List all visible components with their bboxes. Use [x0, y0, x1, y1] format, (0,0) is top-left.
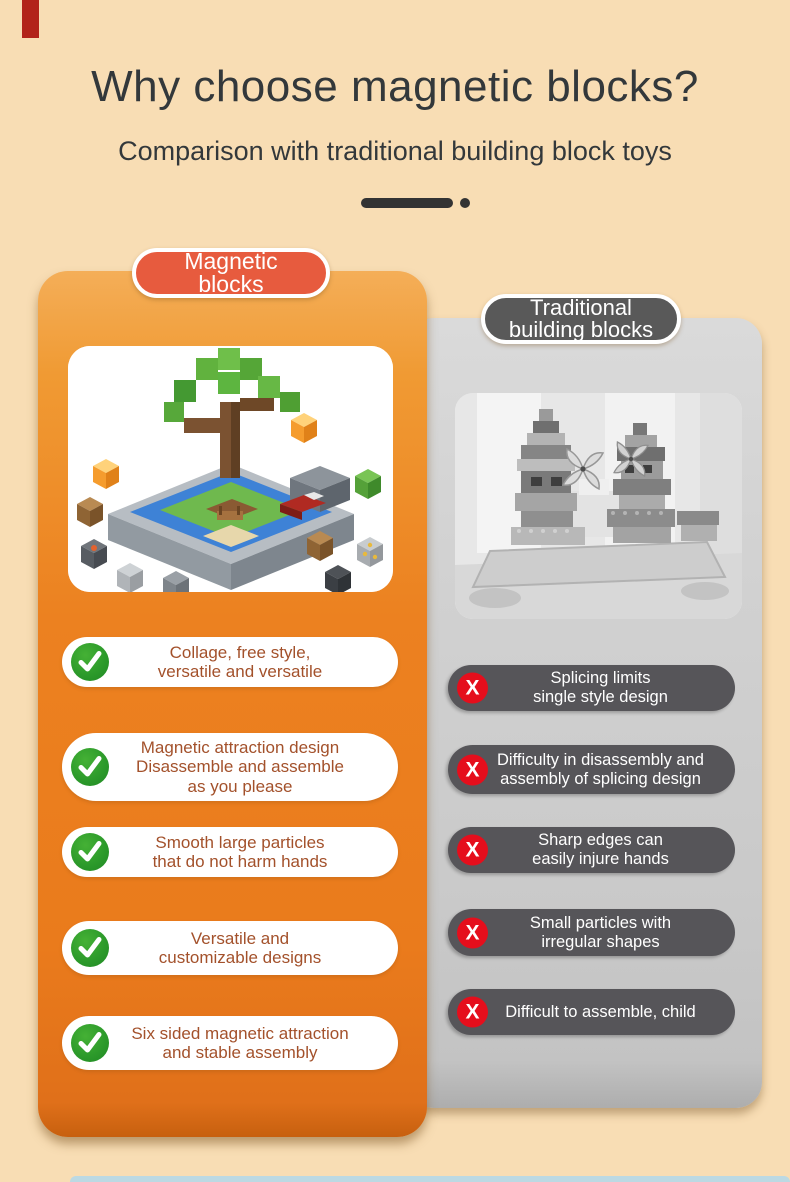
magnetic-blocks-badge	[132, 248, 330, 298]
x-icon: X	[457, 673, 488, 704]
drawback-pill	[448, 665, 735, 711]
traditional-blocks-card	[408, 318, 762, 1108]
drawback-text: Splicing limits single style design	[533, 669, 668, 706]
feature-text: Versatile and customizable designs	[158, 928, 322, 967]
feature-text: Magnetic attraction design Disassemble and assemble as you please	[136, 737, 344, 796]
corner-red-mark	[22, 0, 39, 38]
drawback-text: Small particles with irregular shapes	[529, 913, 672, 951]
magnetic-blocks-illustration	[68, 346, 393, 592]
feature-pill	[62, 1016, 398, 1070]
badge-line: building blocks	[508, 317, 654, 342]
traditional-blocks-photo	[455, 393, 742, 619]
check-icon	[71, 833, 109, 871]
x-icon: X	[457, 917, 488, 948]
divider-dot	[460, 198, 470, 208]
feature-pill	[62, 733, 398, 801]
drawback-pill	[448, 745, 735, 794]
magnetic-blocks-photo	[68, 346, 393, 592]
page-subtitle: Comparison with traditional building block toys	[118, 136, 672, 166]
feature-pill	[62, 637, 398, 687]
check-icon	[71, 1024, 109, 1062]
x-icon: X	[457, 754, 488, 785]
drawback-text: Difficult to assemble, child	[505, 1002, 696, 1021]
feature-text: Collage, free style, versatile and versatile	[157, 642, 323, 681]
magnetic-blocks-card	[38, 271, 427, 1137]
next-section-strip	[70, 1176, 790, 1182]
check-icon	[71, 643, 109, 681]
feature-pill	[62, 827, 398, 877]
drawback-text: Sharp edges can easily injure hands	[532, 831, 669, 868]
badge-line: blocks	[198, 271, 264, 297]
page-title: Why choose magnetic blocks?	[91, 62, 699, 111]
check-icon	[71, 929, 109, 967]
x-icon: X	[457, 997, 488, 1028]
drawback-pill	[448, 909, 735, 956]
drawback-text: Difficulty in disassembly and assembly of splicing design	[497, 750, 704, 788]
feature-text: Smooth large particles that do not harm hands	[152, 832, 328, 871]
feature-pill	[62, 921, 398, 975]
traditional-blocks-badge	[481, 294, 681, 344]
check-icon	[71, 748, 109, 786]
drawback-pill	[448, 827, 735, 873]
drawback-pill	[448, 989, 735, 1035]
traditional-blocks-illustration	[455, 393, 742, 619]
feature-text: Six sided magnetic attraction and stable assembly	[131, 1023, 349, 1062]
divider-bar	[361, 198, 453, 208]
x-icon: X	[457, 835, 488, 866]
badge-line: Magnetic	[184, 248, 278, 274]
badge-line: Traditional	[530, 295, 632, 320]
